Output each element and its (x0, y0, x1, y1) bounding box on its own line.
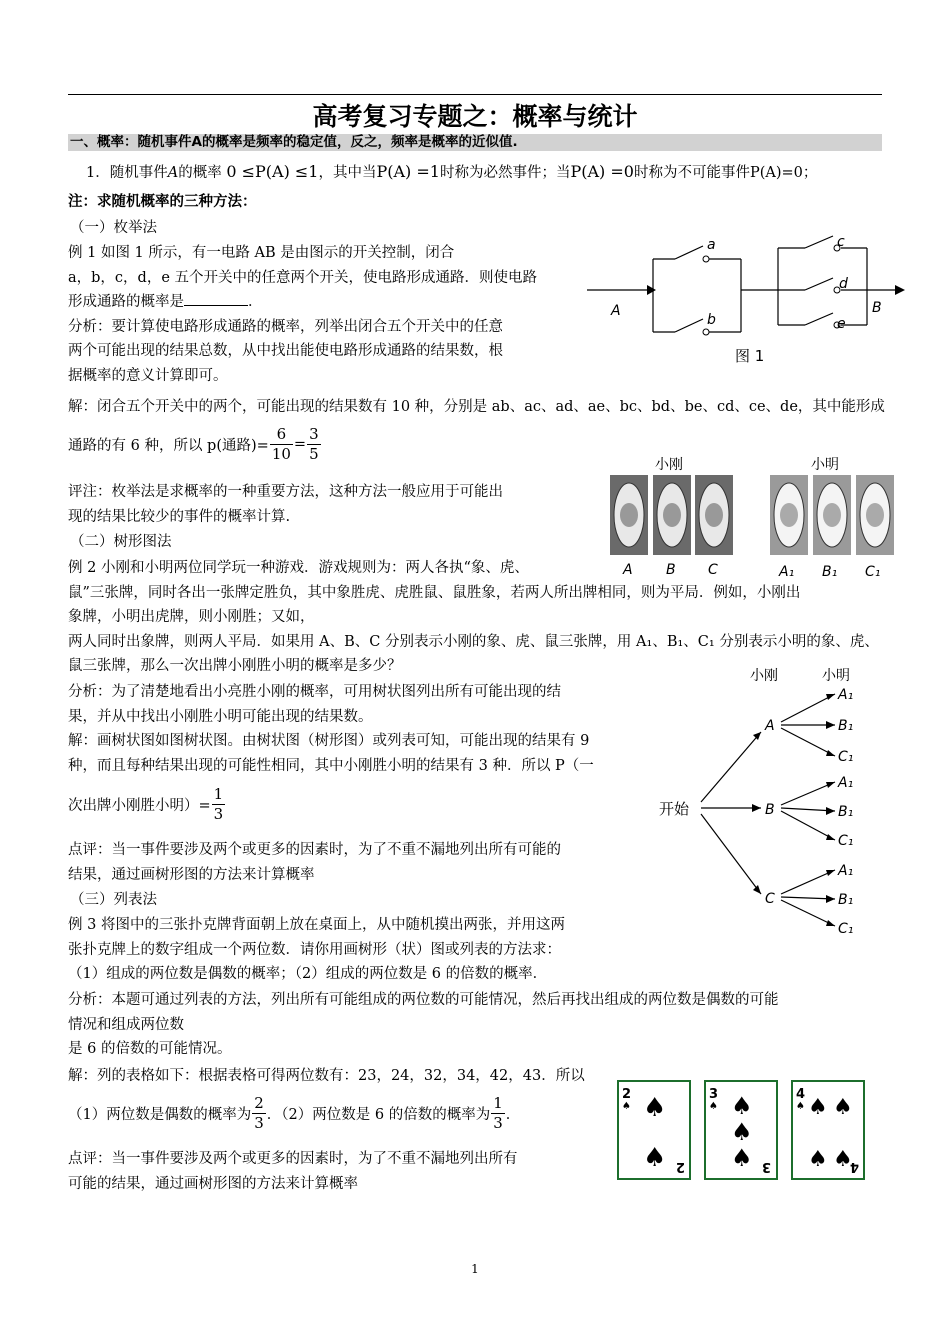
note-heading: 注：求随机概率的三种方法： (68, 194, 257, 210)
header-rule (68, 94, 882, 95)
switch-label-a: a (707, 237, 716, 253)
svg-text:4: 4 (849, 1159, 859, 1174)
svg-text:4: 4 (796, 1087, 806, 1102)
comment3: 点评：当一事件要涉及两个或更多的因素时，为了不重不漏地列出所有 可能的结果，通过画树形图的方法来计算概率 (68, 1151, 518, 1192)
card-2 (618, 1081, 690, 1179)
terminal-label-a: A (611, 303, 621, 319)
svg-text:C: C (765, 891, 775, 907)
example1: 例 1 如图 1 所示，有一电路 AB 是由图示的开关控制，闭合 a，b，c，d，e 五个开关中的任意两个开关，使电路形成通路．则使电路 形成通路的概率是 ． 分析：要计算使电路形成通路的概率，列举出闭合五个开关中的任意 两个可能出现的结果总数，从中找出能使电路形成通路的结果数，根 据概率的意义计算即可。 (68, 245, 538, 384)
spade-icon: ♠ (643, 1143, 667, 1173)
cards-title-xiaogang: 小刚 (655, 457, 683, 473)
spade-icon: ♠ (808, 1095, 828, 1120)
spade-icon: ♠ (731, 1092, 753, 1120)
probability-definition: 1．随机事件A的概率 0 ≤P(A) ≤1，其中当P(A) =1时称为必然事件；当P(A) =0时称为不可能事件P(A)=0； (86, 162, 818, 181)
spade-icon: ♠ (709, 1101, 718, 1112)
spade-icon: ♠ (731, 1144, 753, 1172)
svg-text:3: 3 (709, 1087, 719, 1102)
svg-text:C₁: C₁ (838, 749, 854, 765)
cards-title-xiaoming: 小明 (811, 457, 839, 473)
svg-text:A₁: A₁ (838, 863, 854, 879)
tree-header-xiaogang: 小刚 (750, 668, 778, 684)
solution1-line: 解：闭合五个开关中的两个，可能出现的结果数有 10 种，分别是 ab、ac、ad、ae、bc、bd、be、cd、ce、de，其中能形成 (68, 399, 885, 415)
svg-text:A₁: A₁ (838, 775, 854, 791)
comment2: 点评：当一事件要涉及两个或更多的因素时，为了不重不漏地列出所有可能的 结果，通过画树形图的方法来计算概率 (68, 842, 561, 883)
figure1-caption: 图 1 (735, 347, 765, 365)
method1-heading: （一）枚举法 (70, 220, 157, 236)
svg-text:B₁: B₁ (838, 892, 854, 908)
card-4 (792, 1081, 864, 1179)
method3-heading: （三）列表法 (70, 892, 157, 908)
section-heading: 一、概率：随机事件A的概率是频率的稳定值，反之，频率是概率的近似值. (70, 134, 518, 150)
spade-icon: ♠ (796, 1101, 805, 1112)
switch-label-b: b (707, 312, 716, 328)
svg-text:A: A (765, 718, 775, 734)
page-title: 高考复习专题之：概率与统计 (312, 102, 638, 131)
answer-blank (184, 291, 248, 306)
svg-text:B₁: B₁ (838, 718, 854, 734)
solution2-result: 次出牌小刚胜小明）= $\frac{1}{3}$ (68, 785, 224, 823)
playing-cards-figure (615, 1078, 885, 1184)
svg-text:2: 2 (675, 1159, 685, 1174)
svg-text:3: 3 (761, 1159, 771, 1174)
tree-header-xiaoming: 小明 (822, 668, 850, 684)
analysis3: 分析：本题可通过列表的方法，列出所有可能组成的两位数的可能情况，然后再找出组成的两位数是偶数的可能 情况和组成两位数 是 6 的倍数的可能情况。 (68, 992, 779, 1057)
svg-text:A: A (623, 562, 633, 578)
svg-text:C: C (708, 562, 718, 578)
spade-icon: ♠ (622, 1101, 631, 1112)
arrow-icon (647, 285, 656, 295)
svg-text:A₁: A₁ (779, 564, 795, 580)
terminal-label-b: B (872, 300, 882, 316)
spade-icon: ♠ (833, 1095, 853, 1120)
svg-text:A₁: A₁ (838, 687, 854, 703)
analysis2: 分析：为了清楚地看出小亮胜小刚的概率，可用树状图列出所有可能出现的结 果，并从中找出小刚胜小明可能出现的结果数。 解：画树状图如图树状图。由树状图（树形图）或列表可知，可能出现的结果有 9 种，而且每种结果出现的可能性相同，其中小刚胜小明的结果有 3 种．所以 P（一 (68, 684, 594, 774)
page-number: 1 (471, 1262, 479, 1276)
tree-root: 开始 (659, 800, 690, 818)
switch-label-c: c (837, 234, 845, 250)
switch-label-e: e (837, 316, 846, 332)
arrow-icon (895, 285, 905, 295)
switch-label-d: d (839, 276, 848, 292)
card-3 (705, 1081, 777, 1179)
svg-text:C₁: C₁ (838, 833, 854, 849)
svg-text:C₁: C₁ (865, 564, 881, 580)
svg-text:B₁: B₁ (838, 804, 854, 820)
svg-text:B: B (666, 562, 676, 578)
svg-text:B₁: B₁ (822, 564, 838, 580)
svg-text:2: 2 (622, 1087, 632, 1102)
spade-icon: ♠ (808, 1147, 828, 1172)
svg-text:C₁: C₁ (838, 921, 854, 937)
spade-icon: ♠ (731, 1118, 753, 1146)
svg-text:B: B (765, 802, 775, 818)
spade-icon: ♠ (643, 1093, 667, 1123)
solution1-result: 通路的有 6 种，所以 p(通路)= $\frac{6}{10}$ = $\frac{3}{5}$ (68, 425, 319, 463)
solution3-line: 解：列的表格如下：根据表格可得两位数有：23，24，32，34，42，43．所以 (68, 1068, 585, 1084)
spade-icon: ♠ (833, 1147, 853, 1172)
comment1: 评注：枚举法是求概率的一种重要方法，这种方法一般应用于可能出 现的结果比较少的事件的概率计算. (68, 484, 503, 525)
example2: 例 2 小刚和小明两位同学玩一种游戏．游戏规则为：两人各执“象、虎、 鼠”三张牌，同时各出一张牌定胜负，其中象胜虎、虎胜鼠、鼠胜象，若两人所出牌相同，则为平局．例如，小刚出 象牌，小明出虎牌，则小刚胜；又如， 两人同时出象牌，则两人平局．如果用 A、B、C 分别表示小刚的象、虎、鼠三张牌，用 A₁、B₁、C₁ 分别表示小明的象、虎、 鼠三张牌，那么一次出牌小刚胜小明的概率是多少？ (68, 560, 879, 674)
circuit-figure (585, 228, 910, 373)
solution3-answers: （1）两位数是偶数的概率为 $\frac{2}{3}$ ．（2）两位数是 6 的倍数的概率为 $\frac{1}{3}$ ． (68, 1094, 521, 1132)
tree-diagram (655, 662, 885, 942)
method2-heading: （二）树形图法 (70, 534, 172, 550)
example3: 例 3 将图中的三张扑克牌背面朝上放在桌面上，从中随机摸出两张，并用这两 张扑克牌上的数字组成一个两位数．请你用画树形（状）图或列表的方法求： （1）组成的两位数是偶数的概率；（2）组成的两位数是 6 的倍数的概率． (68, 917, 565, 982)
